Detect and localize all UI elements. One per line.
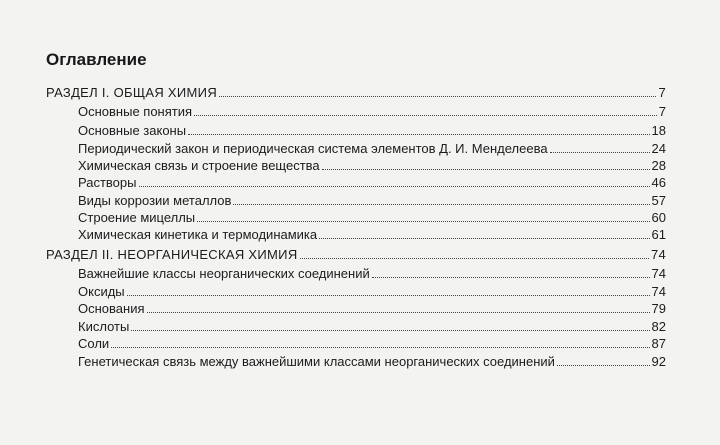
toc-entry (78, 283, 666, 299)
dot-leader (197, 221, 649, 222)
toc-entry (46, 246, 666, 262)
toc-entry (78, 140, 666, 156)
toc-entry (78, 122, 666, 138)
toc-entry (78, 265, 666, 281)
dot-leader (550, 152, 650, 153)
toc-entry-page: 60 (651, 210, 666, 225)
toc-entry-page: 7 (658, 85, 666, 100)
toc-entry-label: Основные понятия (78, 104, 193, 119)
toc-entry-label: РАЗДЕЛ II. НЕОРГАНИЧЕСКАЯ ХИМИЯ (46, 247, 298, 262)
dot-leader (127, 295, 650, 296)
toc-entry-label: Химическая кинетика и термодинамика (78, 227, 318, 242)
dot-leader (111, 347, 649, 348)
toc-entry-label: Виды коррозии металлов (78, 193, 232, 208)
dot-leader (233, 204, 649, 205)
toc-entry-label: Генетическая связь между важнейшими классами неорганических соединений (78, 354, 555, 369)
toc-entry-label: РАЗДЕЛ I. ОБЩАЯ ХИМИЯ (46, 85, 218, 100)
dot-leader (319, 238, 649, 239)
toc-entry-page: 74 (651, 284, 666, 299)
toc-entry-page: 82 (651, 319, 666, 334)
toc-entry-label: Основные законы (78, 123, 187, 138)
dot-leader (322, 169, 650, 170)
dot-leader (194, 115, 657, 116)
toc-entry-label: Химическая связь и строение вещества (78, 158, 320, 173)
toc-entry-page: 24 (651, 141, 666, 156)
toc-entry-page: 7 (658, 104, 666, 119)
dot-leader (557, 365, 650, 366)
toc-entry-label: Растворы (78, 175, 137, 190)
dot-leader (372, 277, 650, 278)
dot-leader (139, 186, 650, 187)
toc-entry (78, 335, 666, 351)
toc-entry-label: Оксиды (78, 284, 125, 299)
toc-entry-page: 92 (651, 354, 666, 369)
toc-title: Оглавление (46, 50, 147, 69)
toc-entry (78, 103, 666, 119)
toc-entry-page: 74 (650, 247, 666, 262)
toc-entry-page: 79 (651, 301, 666, 316)
toc-entry (78, 300, 666, 316)
toc-entry-page: 46 (651, 175, 666, 190)
dot-leader (147, 312, 650, 313)
toc-entry-label: Кислоты (78, 319, 130, 334)
toc-entry (78, 192, 666, 208)
toc-entry-page: 57 (651, 193, 666, 208)
toc-entry-label: Важнейшие классы неорганических соединений (78, 266, 370, 281)
toc-entry (78, 174, 666, 190)
toc-entry-label: Соли (78, 336, 110, 351)
toc-entry-page: 28 (651, 158, 666, 173)
toc-entry (78, 318, 666, 334)
toc-entry (78, 226, 666, 242)
toc-entry-page: 87 (651, 336, 666, 351)
toc-entry (78, 353, 666, 369)
toc-entry-label: Периодический закон и периодическая система элементов Д. И. Менделеева (78, 141, 548, 156)
toc-entry (78, 157, 666, 173)
toc-entry-page: 74 (651, 266, 666, 281)
dot-leader (188, 134, 649, 135)
toc-entry-page: 18 (651, 123, 666, 138)
toc-entry-label: Строение мицеллы (78, 210, 196, 225)
dot-leader (131, 330, 649, 331)
toc-entry (46, 84, 666, 100)
toc-entry-page: 61 (651, 227, 666, 242)
dot-leader (219, 96, 656, 97)
dot-leader (300, 258, 649, 259)
toc-entry (78, 209, 666, 225)
toc-entry-label: Основания (78, 301, 145, 316)
